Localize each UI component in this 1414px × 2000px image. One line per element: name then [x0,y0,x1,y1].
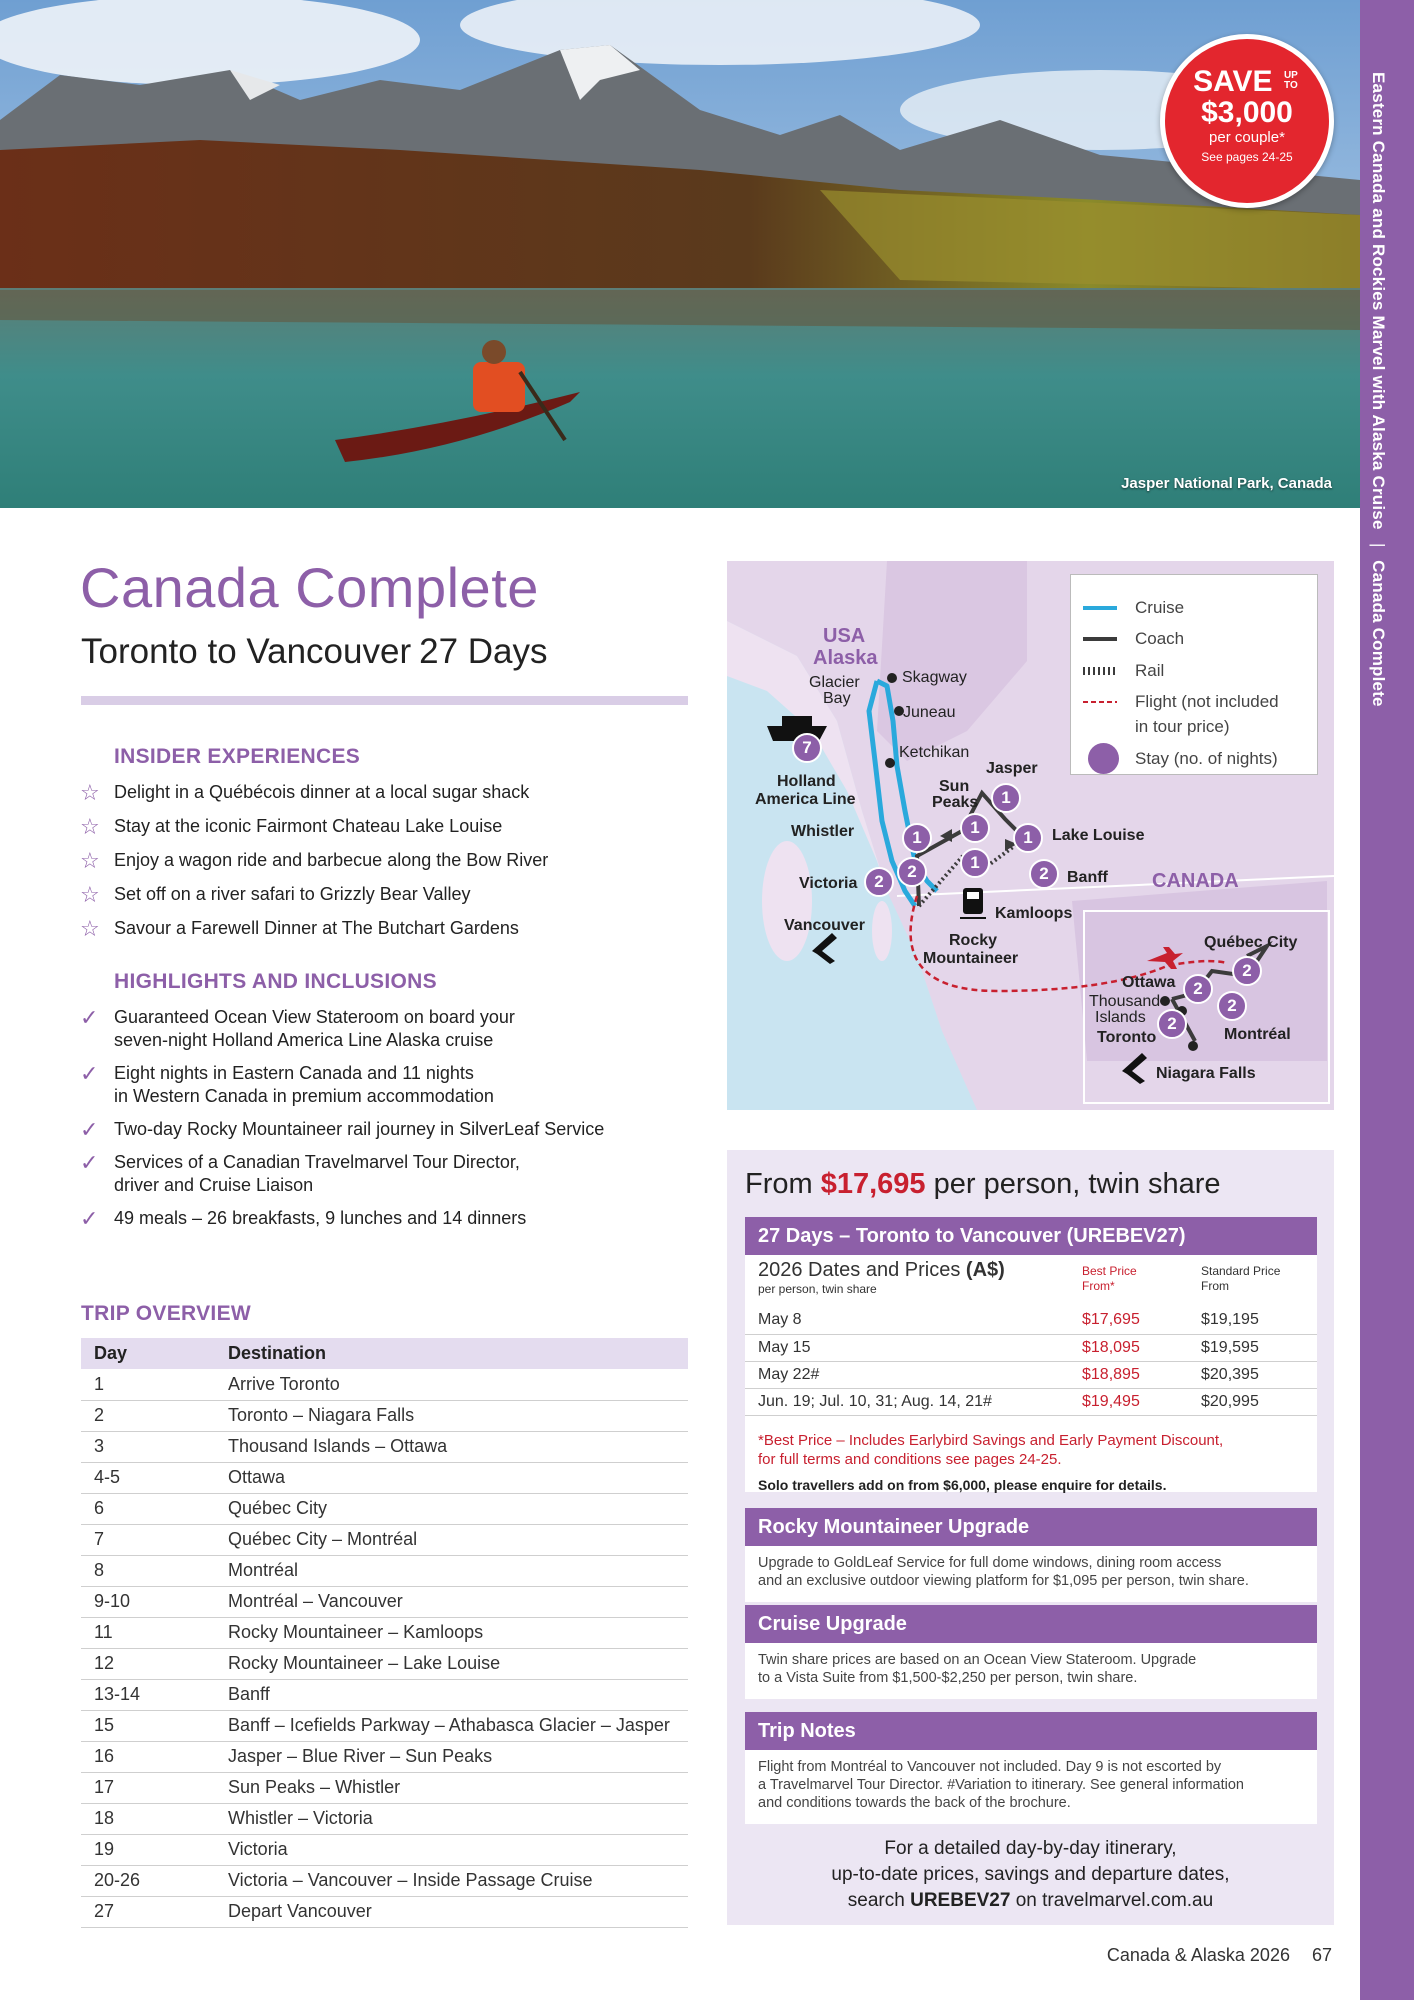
day-cell: 27 [81,1896,215,1927]
destination-cell: Québec City – Montréal [215,1524,688,1555]
cruise-line-icon [1083,606,1117,610]
table-row [81,1462,688,1493]
best-price-header: Best Price From* [1082,1264,1137,1293]
standard-price-cell: $20,395 [1201,1361,1317,1388]
from-price-line: From $17,695 per person, twin share [745,1168,1221,1200]
sidebar-separator: | [1369,542,1388,548]
table-row [81,1803,688,1834]
route-map [727,561,1334,1110]
footer-title: Canada & Alaska 2026 [1106,1945,1290,1965]
trip-notes-box: Flight from Montréal to Vancouver not included. Day 9 is not escorted by a Travelmarvel Tour Director. #Variation to itinerary. See general information and conditions towards the back of the brochure. [745,1750,1317,1824]
table-row [745,1388,1317,1415]
date-cell: Jun. 19; Jul. 10, 31; Aug. 14, 21# [745,1388,1082,1415]
stay-marker-ottawa: 2 [1183,974,1213,1004]
date-cell: May 15 [745,1334,1082,1361]
list-item: ✓ Services of a Canadian Travelmarvel Tour Director, driver and Cruise Liaison [80,1150,520,1195]
day-cell: 17 [81,1772,215,1803]
save-label: SAVE [1193,65,1273,98]
standard-price-header: Standard Price From [1201,1264,1281,1293]
map-label-whistler: Whistler [791,823,855,840]
day-cell: 20-26 [81,1865,215,1896]
price-box [745,1255,1317,1492]
table-row [81,1772,688,1803]
list-item: ☆ Set off on a river safari to Grizzly Bear Valley [80,882,471,907]
destination-cell: Toronto – Niagara Falls [215,1400,688,1431]
sidebar-text [1368,72,1388,707]
map-label-islands: Islands [1095,1009,1146,1026]
page-number: 67 [1311,1945,1332,1965]
destination-cell: Sun Peaks – Whistler [215,1772,688,1803]
stay-marker-banff: 2 [1029,859,1059,889]
standard-price-cell: $20,995 [1201,1388,1317,1415]
destination-cell: Whistler – Victoria [215,1803,688,1834]
table-row [81,1710,688,1741]
tour-code-bar: 27 Days – Toronto to Vancouver (UREBEV27) [745,1217,1317,1255]
map-label-usa: USA [823,625,866,647]
date-cell: May 8 [745,1307,1082,1334]
page-title: Canada Complete [80,556,539,619]
day-cell: 12 [81,1648,215,1679]
cruise-upgrade-bar: Cruise Upgrade [745,1605,1317,1643]
star-icon: ☆ [80,882,100,907]
map-label-lake-louise: Lake Louise [1052,827,1145,844]
map-label-montreal: Montréal [1224,1026,1291,1043]
day-column-header: Day [81,1338,215,1369]
table-row [81,1369,688,1400]
day-cell: 1 [81,1369,215,1400]
list-item: ☆ Savour a Farewell Dinner at The Butchart Gardens [80,916,519,941]
stay-marker-quebec: 2 [1232,956,1262,986]
page-footer [1107,1945,1332,1966]
days-label: 27 Days [419,632,548,671]
list-item: ☆ Stay at the iconic Fairmont Chateau Lake Louise [80,814,503,839]
day-cell: 2 [81,1400,215,1431]
stay-marker-whistler: 1 [902,823,932,853]
destination-cell: Québec City [215,1493,688,1524]
stay-marker-vancouver: 2 [897,857,927,887]
destination-cell: Victoria [215,1834,688,1865]
map-label-canada: CANADA [1152,870,1239,892]
star-icon: ☆ [80,916,100,941]
destination-cell: Depart Vancouver [215,1896,688,1927]
list-item: ✓ 49 meals – 26 breakfasts, 9 lunches and 14 dinners [80,1206,527,1231]
table-header-row [81,1338,688,1369]
destination-column-header: Destination [215,1338,688,1369]
table-row [81,1679,688,1710]
trip-overview-heading: TRIP OVERVIEW [81,1302,251,1325]
star-icon: ☆ [80,814,100,839]
day-cell: 9-10 [81,1586,215,1617]
best-price-cell: $17,695 [1082,1307,1201,1334]
stay-marker-cruise: 7 [792,733,822,763]
day-cell: 19 [81,1834,215,1865]
day-cell: 15 [81,1710,215,1741]
table-row [81,1648,688,1679]
section-sidebar [1360,0,1414,2000]
map-label-victoria: Victoria [799,875,858,892]
table-row [81,1555,688,1586]
rocky-upgrade-box: Upgrade to GoldLeaf Service for full dome windows, dining room access and an exclusive outdoor viewing platform for $1,095 per person, twin share. [745,1546,1317,1602]
map-label-mountaineer: Mountaineer [923,950,1019,967]
check-icon: ✓ [80,1206,99,1231]
stay-marker-jasper: 1 [991,783,1021,813]
up-to-label: UP TO [1283,70,1298,91]
stay-marker-montreal: 2 [1217,991,1247,1021]
check-icon: ✓ [80,1117,99,1142]
day-cell: 18 [81,1803,215,1834]
highlights-list [80,1006,604,1240]
map-label-bay: Bay [823,690,851,707]
map-legend: Cruise Coach Rail Flight (not included in tour price) Stay (no. of nights) [1070,574,1318,775]
destination-cell: Montréal – Vancouver [215,1586,688,1617]
sidebar-tour-name: Eastern Canada and Rockies Marvel with Alaska Cruise [1369,72,1388,530]
check-icon: ✓ [80,1150,99,1175]
map-label-niagara: Niagara Falls [1156,1065,1256,1082]
star-icon: ☆ [80,848,100,873]
destination-cell: Rocky Mountaineer – Lake Louise [215,1648,688,1679]
map-label-banff: Banff [1067,869,1108,886]
map-label-quebec: Québec City [1204,934,1298,951]
save-badge [1160,34,1334,208]
map-label-alaska: Alaska [813,647,878,669]
title-divider [81,696,688,705]
best-price-cell: $18,095 [1082,1334,1201,1361]
stay-marker-sun-peaks: 1 [960,813,990,843]
price-notes: *Best Price – Includes Earlybird Savings and Early Payment Discount, for full terms and conditions see pages 24-25. Solo travellers add on from $6,000, please enquire for details. [758,1431,1303,1495]
list-item: ✓ Two-day Rocky Mountaineer rail journey in SilverLeaf Service [80,1117,605,1142]
lake-scene-illustration [0,0,1360,508]
table-row [81,1865,688,1896]
save-per: per couple* [1209,129,1285,146]
map-label-ketchikan: Ketchikan [899,744,970,761]
sidebar-trip-name: Canada Complete [1369,560,1388,707]
from-price-amount: $17,695 [820,1168,926,1200]
map-label-thousand: Thousand [1089,993,1161,1010]
day-cell: 7 [81,1524,215,1555]
check-icon: ✓ [80,1005,99,1030]
insider-heading: INSIDER EXPERIENCES [114,745,361,768]
search-instructions: For a detailed day-by-day itinerary, up-to-date prices, savings and departure dates, search UREBEV27 on travelmarvel.com.au [831,1838,1230,1911]
destination-cell: Banff – Icefields Parkway – Athabasca Glacier – Jasper [215,1710,688,1741]
standard-price-cell: $19,195 [1201,1307,1317,1334]
check-icon: ✓ [80,1061,99,1086]
day-cell: 6 [81,1493,215,1524]
map-label-glacier: Glacier [809,674,860,691]
rail-line-icon [1083,667,1117,675]
highlights-heading: HIGHLIGHTS AND INCLUSIONS [114,970,437,993]
coach-line-icon [1083,637,1117,641]
hero-photo [0,0,1360,508]
stay-marker-lake-louise: 1 [1013,823,1043,853]
map-label-juneau: Juneau [903,704,956,721]
trip-notes-bar: Trip Notes [745,1712,1317,1750]
price-table [745,1307,1317,1416]
map-label-vancouver: Vancouver [784,917,865,934]
list-item: ✓ Eight nights in Eastern Canada and 11 nights in Western Canada in premium accommodation [80,1061,494,1106]
cruise-upgrade-box: Twin share prices are based on an Ocean View Stateroom. Upgrade to a Vista Suite from $1,500-$2,250 per person, twin share. [745,1643,1317,1699]
map-label-sun: Sun [939,778,970,795]
stay-marker-victoria: 2 [864,867,894,897]
destination-cell: Ottawa [215,1462,688,1493]
photo-caption: Jasper National Park, Canada [1121,475,1332,492]
table-row [81,1741,688,1772]
destination-cell: Jasper – Blue River – Sun Peaks [215,1741,688,1772]
best-price-cell: $19,495 [1082,1388,1201,1415]
page-subtitle [81,632,548,672]
table-row [81,1431,688,1462]
day-cell: 8 [81,1555,215,1586]
map-label-skagway: Skagway [902,669,967,686]
save-see-pages: See pages 24-25 [1201,150,1293,164]
table-row [745,1334,1317,1361]
list-item: ✓ Guaranteed Ocean View Stateroom on board your seven-night Holland America Line Alaska cruise [80,1005,515,1050]
map-label-holland: Holland [777,773,836,790]
map-label-rocky: Rocky [949,932,998,949]
list-item: ☆ Delight in a Québécois dinner at a local sugar shack [80,780,530,805]
table-row [81,1617,688,1648]
table-row [81,1834,688,1865]
map-label-kamloops: Kamloops [995,905,1073,922]
table-row [81,1524,688,1555]
map-label-jasper: Jasper [986,760,1038,777]
price-table-header: 2026 Dates and Prices (A$) per person, twin share [758,1259,1005,1296]
destination-cell: Rocky Mountaineer – Kamloops [215,1617,688,1648]
map-label-peaks: Peaks [932,794,979,811]
table-row [81,1400,688,1431]
price-panel [727,1150,1334,1925]
destination-cell: Arrive Toronto [215,1369,688,1400]
day-cell: 3 [81,1431,215,1462]
map-label-toronto: Toronto [1097,1029,1157,1046]
destination-cell: Thousand Islands – Ottawa [215,1431,688,1462]
destination-cell: Montréal [215,1555,688,1586]
stay-marker-kamloops: 1 [960,848,990,878]
table-row [81,1493,688,1524]
table-row [81,1896,688,1927]
best-price-cell: $18,895 [1082,1361,1201,1388]
route-label: Toronto to Vancouver [81,632,412,671]
date-cell: May 22# [745,1361,1082,1388]
standard-price-cell: $19,595 [1201,1334,1317,1361]
table-row [745,1361,1317,1388]
map-label-america-line: America Line [755,791,856,808]
plane-icon [812,933,837,964]
day-cell: 16 [81,1741,215,1772]
destination-cell: Banff [215,1679,688,1710]
stay-marker-toronto: 2 [1157,1009,1187,1039]
search-code: UREBEV27 [910,1890,1011,1911]
day-cell: 13-14 [81,1679,215,1710]
flight-line-icon [1083,701,1117,703]
day-cell: 11 [81,1617,215,1648]
list-item: ☆ Enjoy a wagon ride and barbecue along the Bow River [80,848,549,873]
destination-cell: Victoria – Vancouver – Inside Passage Cruise [215,1865,688,1896]
day-cell: 4-5 [81,1462,215,1493]
trip-overview-table [81,1338,688,1928]
table-row [745,1307,1317,1334]
star-icon: ☆ [80,780,100,805]
solo-traveller-note: Solo travellers add on from $6,000, please enquire for details. [758,1477,1167,1493]
stay-circle-icon [1088,743,1119,774]
rocky-upgrade-bar: Rocky Mountaineer Upgrade [745,1508,1317,1546]
map-label-ottawa: Ottawa [1122,974,1176,991]
save-amount: $3,000 [1201,96,1293,129]
insider-list [80,781,548,951]
table-row [81,1586,688,1617]
